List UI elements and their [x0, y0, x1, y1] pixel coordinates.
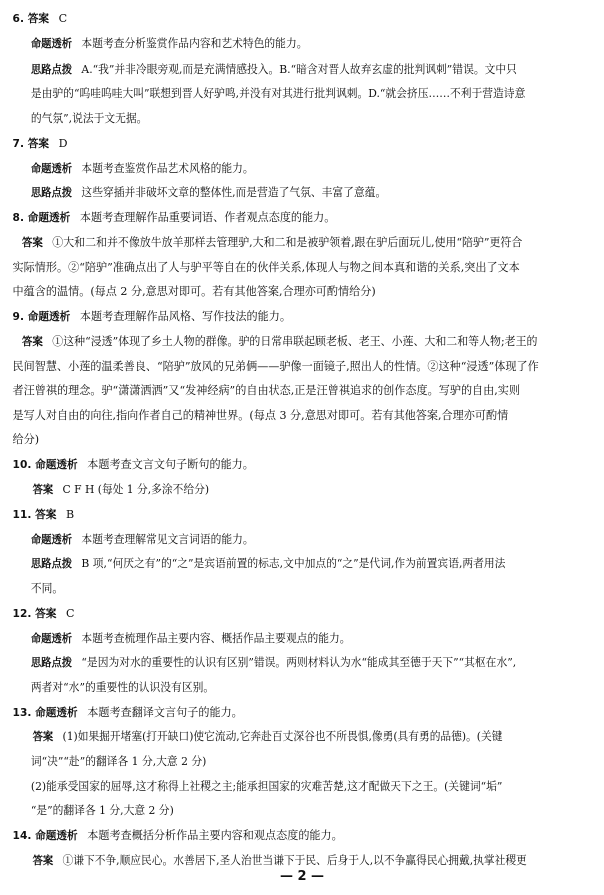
q11-hint-cont: 不同。	[30, 581, 64, 595]
q12-hint-cont: 两者对“水”的重要性的认识没有区别。	[30, 680, 215, 694]
q7-answer: 7. 答案 D	[12, 136, 68, 150]
q13-analysis: 13. 命题透析 本题考查翻译文言句子的能力。	[12, 705, 243, 719]
q8-answer-cont: 中蕴含的温情。(每点 2 分,意思对即可。若有其他答案,合理亦可酌情给分)	[12, 284, 376, 298]
q6-hint-cont: 的气氛”,说法于文无据。	[30, 111, 148, 125]
q12-hint: 思路点拨 “是因为对水的重要性的认识有区别”错误。两则材料认为水“能成其至德于天下”“其枢在水”,	[30, 655, 517, 669]
q6-analysis: 命题透析 本题考查分析鉴赏作品内容和艺术特色的能力。	[30, 36, 308, 50]
q9-answer-cont: 给分)	[12, 432, 40, 446]
q6-hint: 思路点拨 A.“我”并非冷眼旁观,而是充满情感投入。B.“暗含对晋人故弃玄虚的批判讽刺”错误。文中只	[30, 62, 517, 76]
page-number: — 2 —	[279, 869, 325, 884]
q13-answer-cont: “是”的翻译各 1 分,大意 2 分)	[30, 803, 174, 817]
q11-answer: 11. 答案 B	[12, 507, 75, 521]
q6-hint-cont: 是由驴的“呜哇呜哇大叫”联想到晋人好驴鸣,并没有对其进行批判讽刺。D.“就会挤压……不利于营造诗意	[30, 86, 526, 100]
q13-answer-part2: (2)能承受国家的屈辱,这才称得上社稷之主;能承担国家的灾难苦楚,这才配做天下之王。(关键词“垢”	[30, 779, 503, 793]
q14-analysis: 14. 命题透析 本题考查概括分析作品主要内容和观点态度的能力。	[12, 828, 343, 842]
q10-analysis: 10. 命题透析 本题考查文言文句子断句的能力。	[12, 457, 254, 471]
q7-hint: 思路点拨 这些穿插并非破坏文章的整体性,而是营造了气氛、丰富了意蕴。	[30, 185, 387, 199]
q12-answer: 12. 答案 C	[12, 606, 75, 620]
q12-analysis: 命题透析 本题考查梳理作品主要内容、概括作品主要观点的能力。	[30, 631, 351, 645]
q8-answer: 答案 ①大和二和并不像放牛放羊那样去管理驴,大和二和是被驴领着,跟在驴后面玩儿,使用“陪驴”更符合	[21, 235, 523, 249]
q9-answer-cont: 是写人对自由的向往,指向作者自己的精神世界。(每点 3 分,意思对即可。若有其他答案,合理亦可酌情	[12, 408, 509, 422]
q13-answer-cont: 词“决”“赴”的翻译各 1 分,大意 2 分)	[30, 754, 207, 768]
q11-analysis: 命题透析 本题考查理解常见文言词语的能力。	[30, 532, 254, 546]
q9-analysis: 9. 命题透析 本题考查理解作品风格、写作技法的能力。	[12, 309, 291, 323]
q8-analysis: 8. 命题透析 本题考查理解作品重要词语、作者观点态度的能力。	[12, 210, 336, 224]
q6-answer: 6. 答案 C	[12, 11, 68, 25]
q9-answer-cont: 民间智慧、小莲的温柔善良、“陪驴”放风的兄弟俩——驴像一面镜子,照出人的性情。②这种“浸透”体现了作	[12, 359, 539, 373]
q8-answer-cont: 实际情形。②“陪驴”准确点出了人与驴平等自在的伙伴关系,体现人与物之间本真和谐的关系,突出了文本	[12, 260, 520, 274]
q14-answer: 答案 ①谦下不争,顺应民心。水善居下,圣人治世当谦下于民、后身于人,以不争赢得民心拥戴,执掌社稷更	[32, 853, 527, 867]
q9-answer: 答案 ①这种“浸透”体现了乡土人物的群像。驴的日常串联起顾老板、老王、小莲、大和二和等人物;老王的	[21, 334, 538, 348]
q7-analysis: 命题透析 本题考查鉴赏作品艺术风格的能力。	[30, 161, 254, 175]
q9-answer-cont: 者汪曾祺的理念。驴“潇潇洒洒”又“发神经病”的自由状态,正是汪曾祺追求的创作态度。写驴的自由,实则	[12, 383, 521, 397]
q11-hint: 思路点拨 B 项,“何厌之有”的“之”是宾语前置的标志,文中加点的“之”是代词,作为前置宾语,两者用法	[30, 556, 506, 570]
q10-answer: 答案 C F H (每处 1 分,多涂不给分)	[32, 482, 210, 496]
q13-answer: 答案 (1)如果掘开堵塞(打开缺口)使它流动,它奔赴百丈深谷也不所畏惧,像勇(具有勇的品德)。(关键	[32, 729, 503, 743]
